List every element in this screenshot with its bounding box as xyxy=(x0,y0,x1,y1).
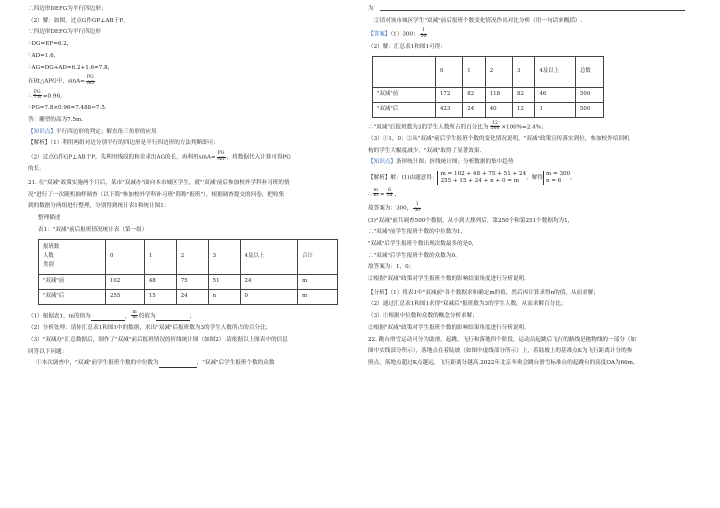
analysis-2-text-a: （2）过点G作GP⊥AB于P，先利用线段的和差求出AG的长，再利用sinA= xyxy=(28,154,216,161)
percent-line xyxy=(368,122,692,132)
equation-system xyxy=(437,171,526,184)
s3-line-6: ②根据"双减"政策对学生报班个数的影响结果角度进行分析说明. xyxy=(368,276,526,283)
table2-col-header: 3 xyxy=(513,56,535,87)
equation-2: 255 + 15 + 24 + n + 0 = m xyxy=(440,177,520,184)
table-row xyxy=(39,274,338,289)
line-part2-setup: （2）解：如图，过点G作GP⊥AB于P， xyxy=(28,17,129,24)
fenxi-line-3: （3）①根据中位数和众数的概念分析求解； xyxy=(368,313,478,320)
fraction-numerator: m xyxy=(373,187,378,193)
table1-col-header: 3 xyxy=(208,239,240,274)
fraction-numerator: 6 xyxy=(386,189,394,195)
table1-col-header: 1 xyxy=(144,239,176,274)
table2-col-header: 总数 xyxy=(575,56,603,87)
table-cell: 51 xyxy=(208,274,240,289)
line-sina xyxy=(28,76,350,86)
jx-comma: ， xyxy=(570,175,576,182)
right-column xyxy=(368,6,692,372)
sol3-line-2: 构的学生大幅度减少，"双减"取得了显著效果. xyxy=(368,147,482,154)
ratio-fraction xyxy=(373,189,379,199)
line-ad: ∵AD=1.6， xyxy=(28,52,60,59)
fraction-numerator: PG xyxy=(33,89,41,95)
table2-col-header: 4及以上 xyxy=(535,56,575,87)
line-ag: ∴AG=DG+AD=6.2+1.6=7.8， xyxy=(28,64,114,71)
sub1-text-a: （1）根据表1，m的值为 xyxy=(28,313,91,320)
table-cell: 24 xyxy=(240,274,298,289)
therefore-symbol: ∴ xyxy=(368,191,372,198)
jx-ratio-line xyxy=(368,189,692,199)
fraction-denominator: m xyxy=(373,193,378,199)
circle1-text-a: ①本次调查中，"双减"前学生报班个数的中位数为 xyxy=(36,360,159,367)
jx-answer-line xyxy=(368,203,692,213)
s3-line-4: ∴"双减"后学生报班个数的众数为0， xyxy=(368,252,461,259)
organize-heading: 整理描述 xyxy=(38,215,61,222)
knowledge-tag: 【知识点】 xyxy=(368,159,396,166)
table-cell: 255 xyxy=(106,289,145,304)
q22-line-2: 图中实线部分所示），落地点在着陆坡（如图中虚线部分所示）上，着陆坡上的基准点K为飞行距离计分的参 xyxy=(368,348,633,355)
table1-col-header: 4及以上 xyxy=(240,239,298,274)
equals-sign: = xyxy=(379,191,385,198)
line-parallelogram-conclusion: ∴四边形DEFG为平行四边形； xyxy=(28,6,107,12)
percent-fraction xyxy=(490,122,501,132)
table1-corner-cell xyxy=(39,239,106,274)
sub2-line: （2）分析处理：请你汇总表1和图1中的数据，求出"双减"后报班数为3的学生人数所占的百分比； xyxy=(28,325,272,332)
header-renshu: 人数 xyxy=(43,253,54,260)
fraction-denominator: AG xyxy=(86,81,94,86)
sub3-line-2: 回答以下问题： xyxy=(28,348,68,355)
s3-line-1: (3)"双减"前共调查500个数据，从小到大排列后，第250个和第251个数据均为1， xyxy=(368,217,574,224)
mode-answer-cont: 为 xyxy=(368,6,374,12)
table-cell: 423 xyxy=(436,102,463,117)
fraction-denominator: 500 xyxy=(490,126,500,132)
table2-col-header: 2 xyxy=(485,56,512,87)
q21-line-2: 况"进行了一次随机抽样调查（以下简"参加校外学科补习班"简称"报班"），根据调查提交的问卷，把收集 xyxy=(28,191,285,198)
table-cell: 46 xyxy=(535,87,575,102)
fenxi-line-2: （2）通过汇总表1和图1求得"双减后"报班数为3的学生人数，从而求解百分比； xyxy=(368,301,567,308)
fraction-denominator: 18 xyxy=(386,193,393,199)
table-cell: 102 xyxy=(106,274,145,289)
circle2-line: ②请对该市城区学生"双减"前后报班个数变化情况作出对比分析（用一句话来概括）. xyxy=(374,17,583,24)
sub1-fraction xyxy=(131,311,137,321)
header-leibie: 类别 xyxy=(43,262,54,269)
table-row xyxy=(373,87,604,102)
header-baobanshu: 报班数 xyxy=(43,243,60,250)
line-answer-height: 答：雕塑的高为7.5m. xyxy=(28,116,84,123)
knowledge-line-right xyxy=(368,159,692,167)
solution-system xyxy=(543,171,570,184)
table-cell: 82 xyxy=(463,87,485,102)
circle1-line xyxy=(36,360,350,368)
median-answer-blank[interactable] xyxy=(159,361,197,368)
table2 xyxy=(372,56,604,118)
line-parallelogram-given: ∵四边形DEFG为平行四边形 xyxy=(28,29,101,36)
table-cell: 500 xyxy=(575,87,603,102)
ratio-answer-blank[interactable] xyxy=(156,314,190,321)
table2-row-label: "双减"前 xyxy=(373,87,436,102)
fraction-numerator: 1 xyxy=(420,29,428,35)
sol3-line-1: （3）①1，0；②从"双减"前后学生报班个数的变化情况说明，"双减"政策宣传落实到位，参加校外培训机 xyxy=(368,135,630,142)
pg-fraction xyxy=(33,91,42,101)
table2-corner-cell xyxy=(373,56,436,87)
line-dg-ef: ∴DG=EF=6.2， xyxy=(28,41,73,48)
analysis-sina-fraction xyxy=(217,152,226,162)
table-cell: 1 xyxy=(535,102,575,117)
jx-ratio-end: ， xyxy=(394,191,401,198)
jx-line-1 xyxy=(368,171,692,184)
table-cell: 40 xyxy=(485,102,512,117)
fenxi-line-4: ②根据"双减"政策对学生报班个数的影响结果角度进行分析说明. xyxy=(368,324,526,331)
q21-line-3: 到的数据分两组进行整理，分别得到统计表1和统计图1： xyxy=(28,203,170,210)
sub3-line-1: （3）"双减办"汇总数据后，制作了"双减"前后报班情况的折线统计图（如图2）.请依据以上图表中的信息 xyxy=(28,336,288,343)
table1-title: 表1："双减"前后报班情况统计表（第一组） xyxy=(38,226,148,233)
percent-text-a: ∴"双减"后报班数为3的学生人数所占的百分比为 xyxy=(368,124,489,131)
fraction-numerator: 12 xyxy=(490,122,501,128)
table2-row-label: "双减"后 xyxy=(373,102,436,117)
answer-tag: 【答案】 xyxy=(368,32,391,39)
knowledge-text: 平行四边形的判定；解直角三角形的应用 xyxy=(55,128,157,135)
m-answer-blank[interactable] xyxy=(91,314,125,321)
q21-line-1: 21. 在"双减"政策实施两个月后，某市"双减办"面向本市城区学生，就"'双减'前后参加校外学科补习班的情 xyxy=(28,180,290,187)
table-cell: n xyxy=(208,289,240,304)
analysis-2-text-b: ，将数据代入计算可得PG xyxy=(226,154,291,161)
table1 xyxy=(38,239,338,305)
knowledge-tag: 【知识点】 xyxy=(28,128,56,135)
fraction-numerator: 1 xyxy=(413,203,421,209)
s3-line-3: "双减"后学生报班个数出现次数最多的是0， xyxy=(368,240,478,247)
fenxi-line-1: 【分析】（1）将表1中"双减前"各个数据求和确定m的值，然后再计算求得n的值，从而求解； xyxy=(368,289,599,296)
table-cell: 82 xyxy=(513,87,535,102)
knowledge-text: 条形统计图；折线统计图；分析数据的集中趋势 xyxy=(395,159,514,166)
table-cell: 0 xyxy=(240,289,298,304)
table1-row-label: "双减"后 xyxy=(39,289,106,304)
sina-fraction xyxy=(86,76,95,86)
percent-text-b: ×100%=2.4%； xyxy=(501,124,547,131)
sub1-text-c: 的值为 xyxy=(138,313,156,320)
sub1-line xyxy=(28,311,350,321)
table-row xyxy=(39,289,338,304)
line-pg-result: ∴PG=7.8×0.96=7.488≈7.5. xyxy=(28,105,107,112)
q22-line-1: 22. 跳台滑雪运动可分为助滑，起跳，飞行和落地四个阶段，运动员起跳后飞行的路线是抛物线的一部分（如 xyxy=(368,336,636,343)
s3-line-2: ∴"双减"前学生报班个数的中位数为1， xyxy=(368,229,467,236)
table1-col-header: 合计 xyxy=(298,239,338,274)
table-cell: 24 xyxy=(176,289,208,304)
answer-line-1 xyxy=(368,29,692,39)
analysis-line-1: 【解析】（1）利用两组对边分别平行的四边形是平行四边形的方法判断即可； xyxy=(28,140,219,147)
fraction-numerator: PG xyxy=(86,75,94,81)
jx-text-a: 【解析】解：(1)由题意得： xyxy=(368,175,438,182)
table-row xyxy=(373,102,604,117)
solution-m: m = 300 xyxy=(545,171,571,178)
table-cell: 12 xyxy=(513,102,535,117)
table2-col-header: 0 xyxy=(436,56,463,87)
sina-text: 在Rt△APG中，sinA= xyxy=(28,79,85,85)
table2-header-row xyxy=(373,56,604,87)
ratio-fraction-2 xyxy=(386,189,394,199)
circle1-text-b: ，"双减"后学生报班个数的众数 xyxy=(196,360,275,367)
fraction-denominator: AG xyxy=(217,156,225,162)
s3-line-5: 故答案为：1，0； xyxy=(368,264,415,271)
table1-col-header: 2 xyxy=(176,239,208,274)
q22-line-3: 照点，落地点超过K点越远，飞行距离分越高.2022年北京冬奥会跳台滑雪标准台的起跳台的高度OA为66m， xyxy=(368,360,639,367)
table1-row-label: "双减"前 xyxy=(39,274,106,289)
table-cell: m xyxy=(298,274,338,289)
pg-ratio-value: =0.96， xyxy=(42,93,66,100)
table-cell: 172 xyxy=(436,87,463,102)
fraction-denominator: 50 xyxy=(414,207,421,213)
answer-1-text: （1）300； xyxy=(390,32,419,39)
analysis-line-2 xyxy=(28,152,350,162)
therefore-symbol: ∴ xyxy=(28,93,32,100)
left-column xyxy=(28,6,350,372)
table-cell: 500 xyxy=(575,102,603,117)
line-pg-ratio xyxy=(28,91,350,101)
table-cell: 15 xyxy=(144,289,176,304)
fraction-numerator: m xyxy=(132,309,137,315)
table-cell: 24 xyxy=(463,102,485,117)
sub1-text-b: ， xyxy=(124,313,131,320)
analysis-line-3: 的长. xyxy=(28,166,41,173)
table-cell: 118 xyxy=(485,87,512,102)
equation-1: m = 102 + 48 + 75 + 51 + 24 xyxy=(440,171,527,178)
jx-answer-text: 故答案为：300， xyxy=(368,205,413,212)
solution-n: n = 6 xyxy=(545,177,562,184)
table1-col-header: 0 xyxy=(106,239,145,274)
table-cell: 48 xyxy=(144,274,176,289)
fraction-denominator: m xyxy=(132,315,137,321)
answer-line-2: （2）解：汇总表1和图1可得： xyxy=(368,43,446,50)
table-cell: m xyxy=(298,289,338,304)
fraction-denominator: 50 xyxy=(420,34,427,40)
sub1-text-d: ； xyxy=(189,313,196,320)
table2-col-header: 1 xyxy=(463,56,485,87)
answer-fraction xyxy=(420,29,428,39)
table1-header-row xyxy=(39,239,338,274)
knowledge-point-line xyxy=(28,129,350,137)
jx-answer-fraction xyxy=(413,203,421,213)
fraction-numerator: PG xyxy=(217,151,225,157)
fraction-denominator: 7.8 xyxy=(33,95,41,101)
jx-solve-text: ，解得 xyxy=(526,175,543,182)
table-cell: 75 xyxy=(176,274,208,289)
